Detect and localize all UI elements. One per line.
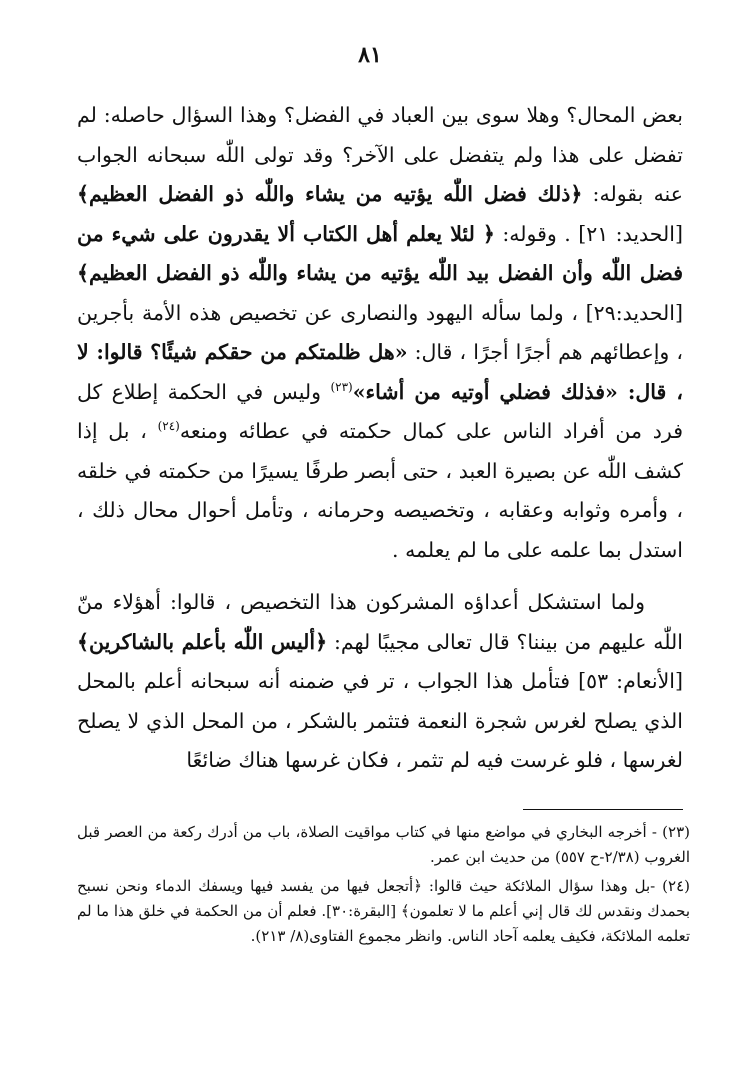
- page-number: ٨١: [358, 42, 382, 68]
- footnote: (٢٤) -بل وهذا سؤال الملائكة حيث قالوا: ﴿أتجعل فيها من يفسد فيها ويسفك الدماء ونحن نسبح بحمدك ونقدس لك قال إني أعلم ما لا تعلمون﴾ [البقرة:٣٠]. فعلم أن من الحكمة في خلق هذا ما لم تعلمه الملائكة، فكيف يعلمه آحاد الناس. وانظر مجموع الفتاوى(٨/ ٢١٣).: [77, 877, 690, 945]
- footnote-separator: [523, 809, 683, 810]
- text-run: ولما استشكل أعداؤه المشركون هذا التخصيص ، قالوا: أهؤلاء منّ اللّٰه عليهم من بيننا؟ قال تعالى مجيبًا لهم:: [77, 590, 683, 654]
- text-run: [الحديد:٢٩] ، ولما سأله اليهود والنصارى عن تخصيص هذه الأمة بأجرين ، وإعطائهم هم أجرًا أجرًا ، قال:: [77, 300, 683, 364]
- text-run: بعض المحال؟ وهلا سوى بين العباد في الفضل؟ وهذا السؤال حاصله: لم تفضل على هذا ولم يتفضل على الآخر؟ وقد تولى اللّٰه سبحانه الجواب عنه بقوله:: [77, 103, 683, 206]
- quran-quote: ﴿ذلك فضل اللّٰه يؤتيه من يشاء واللّٰه ذو الفضل العظيم﴾: [77, 182, 583, 206]
- footnote-ref[interactable]: (٢٤): [157, 419, 180, 434]
- quran-quote: ﴿ لئلا يعلم أهل الكتاب ألا يقدرون على شيء من فضل اللّٰه وأن الفضل بيد اللّٰه يؤتيه من يشاء واللّٰه ذو الفضل العظيم﴾: [77, 221, 683, 285]
- text-run: ، بل إذا كشف اللّٰه عن بصيرة العبد ، حتى أبصر طرفًا يسيرًا من حكمته في خلقه ، وأمره وثوابه وعقابه ، وتخصيصه وحرمانه ، وتأمل أحوال محال ذلك ، استدل بما علمه على ما لم يعلمه .: [77, 419, 683, 562]
- footnote-ref[interactable]: (٢٣): [330, 379, 353, 394]
- paragraph: [77, 96, 683, 570]
- text-run: [الأنعام: ٥٣] فتأمل هذا الجواب ، تر في ضمنه أنه سبحانه أعلم بالمحل الذي يصلح لغرس شجرة النعمة فتثمر بالشكر ، من المحل الذي لا يصلح لغرسها ، فلو غرست فيه لم تثمر ، فكان غرسها هناك ضائعًا: [77, 669, 683, 772]
- paragraph: [77, 583, 683, 781]
- text-run: وليس في الحكمة إطلاع كل فرد من أفراد الناس على كمال حكمته في عطائه ومنعه: [77, 379, 683, 443]
- hadith-quote: «هل ظلمتكم من حقكم شيئًا؟ قالوا: لا ، قال: «فذلك فضلي أوتيه من أشاء»: [77, 340, 683, 404]
- quran-quote: ﴿أليس اللّٰه بأعلم بالشاكرين﴾: [77, 629, 328, 654]
- text-run: [الحديد: ٢١] . وقوله:: [494, 221, 683, 246]
- footnote: (٢٣) - أخرجه البخاري في مواضع منها في كتاب مواقيت الصلاة، باب من أدرك ركعة من العصر قبل الغروب (٢/٣٨-ح ٥٥٧) من حديث ابن عمر.: [77, 823, 690, 866]
- main-text: [77, 96, 683, 781]
- footnotes: [77, 820, 690, 953]
